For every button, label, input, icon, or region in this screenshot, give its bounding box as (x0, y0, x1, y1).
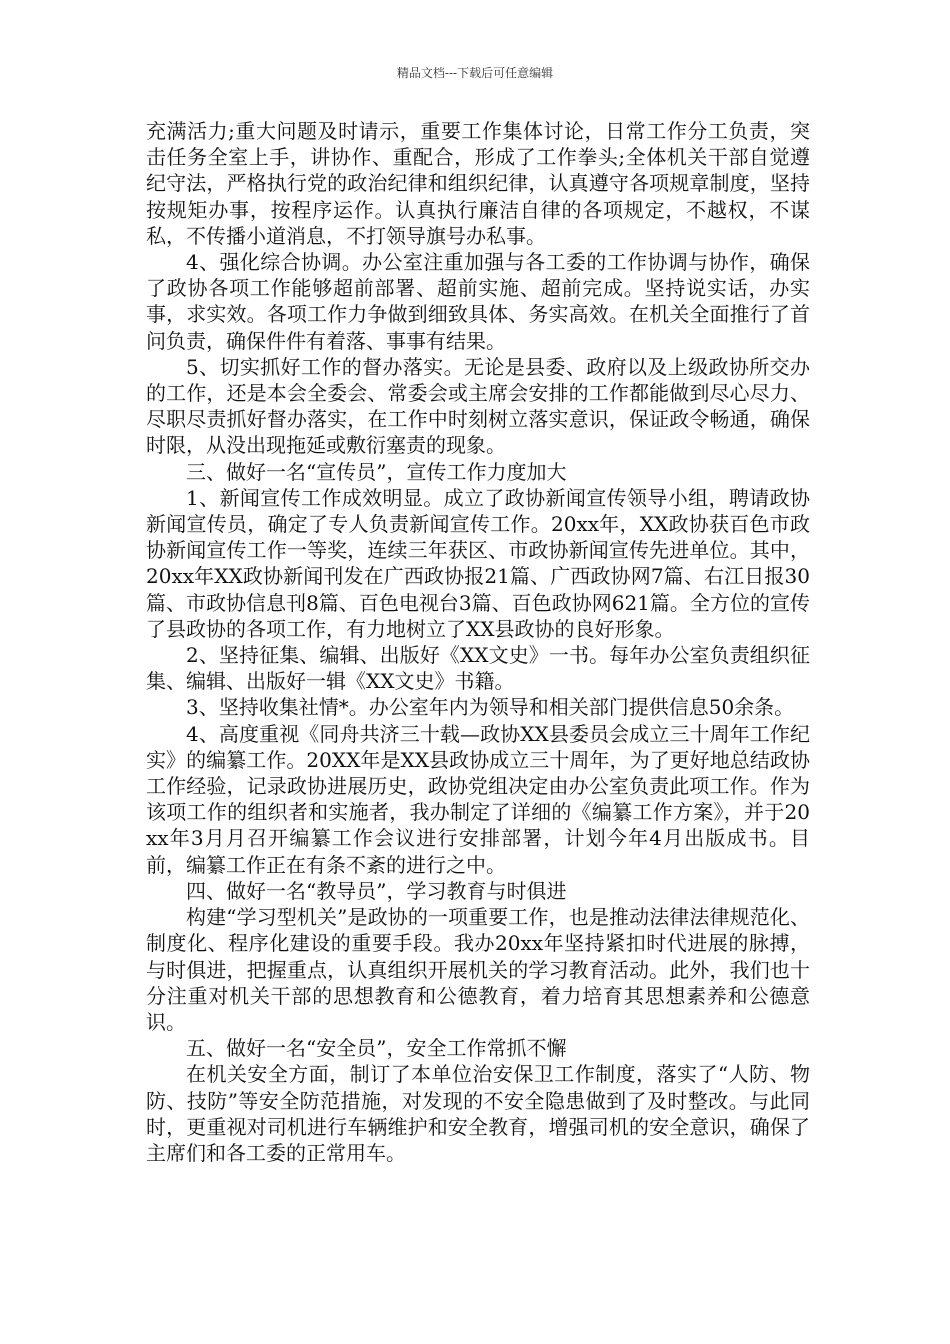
paragraph-5: 2、坚持征集、编辑、出版好《XX文史》一书。每年办公室负责组织征集、编辑、出版好一辑《XX文史》书籍。 (146, 643, 810, 694)
paragraph-9: 在机关安全方面，制订了本单位治安保卫工作制度，落实了“人防、物防、技防”等安全防范措施，对发现的不安全隐患做到了及时整改。与此同时，更重视对司机进行车辆维护和安全教育，增强司机的安全意识，确保了主席们和各工委的正常用车。 (146, 1062, 810, 1165)
paragraph-6: 3、坚持收集社情*。办公室年内为领导和相关部门提供信息50余条。 (186, 695, 795, 720)
paragraph-4: 1、新闻宣传工作成效明显。成立了政协新闻宣传领导小组，聘请政协新闻宣传员，确定了专人负责新闻宣传工作。20xx年，XX政协获百色市政协新闻宣传工作一等奖，连续三年获区、市政协新闻宣传先进单位。其中，20xx年XX政协新闻刊发在广西政协报21篇、广西政协网7篇、右江日报30篇、市政协信息刊8篇、百色电视台3篇、百色政协网621篇。全方位的宣传了县政协的各项工作，有力地树立了XX县政协的良好形象。 (146, 485, 810, 641)
paragraph-7: 4、高度重视《同舟共济三十载—政协XX县委员会成立三十周年工作纪实》的编纂工作。20XX年是XX县政协成立三十周年，为了更好地总结政协工作经验，记录政协进展历史，政协党组决定由办公室负责此项工作。作为该项工作的组织者和实施者，我办制定了详细的《编纂工作方案》，并于20xx年3月月召开编纂工作会议进行安排部署，计划今年4月出版成书。目前，编纂工作正在有条不紊的进行之中。 (146, 721, 810, 877)
section-heading-5: 五、做好一名“安全员”，安全工作常抓不懈 (186, 1036, 567, 1061)
paragraph-8: 构建“学习型机关”是政协的一项重要工作，也是推动法律法律规范化、制度化、程序化建设的重要手段。我办20xx年坚持紧扣时代进展的脉搏，与时俱进，把握重点，认真组织开展机关的学习教育活动。此外，我们也十分注重对机关干部的思想教育和公德教育，着力培育其思想素养和公德意识。 (146, 905, 810, 1034)
paragraph-3: 5、切实抓好工作的督办落实。无论是县委、政府以及上级政协所交办的工作，还是本会全委会、常委会或主席会安排的工作都能做到尽心尽力、尽职尽责抓好督办落实，在工作中时刻树立落实意识，保证政令畅通，确保时限，从没出现拖延或敷衍塞责的现象。 (146, 354, 810, 458)
section-heading-3: 三、做好一名“宣传员”，宣传工作力度加大 (186, 459, 567, 484)
section-heading-4: 四、做好一名“教导员”，学习教育与时俱进 (186, 878, 567, 903)
page-header: 精品文档---下载后可任意编辑 (396, 66, 554, 80)
document-body (146, 118, 810, 1166)
paragraph-2: 4、强化综合协调。办公室注重加强与各工委的工作协调与协作，确保了政协各项工作能够超前部署、超前实施、超前完成。坚持说实话，办实事，求实效。各项工作力争做到细致具体、务实高效。在机关全面推行了首问负责，确保件件有着落、事事有结果。 (146, 250, 810, 353)
paragraph-1: 充满活力;重大问题及时请示，重要工作集体讨论，日常工作分工负责，突击任务全室上手，讲协作、重配合，形成了工作拳头;全体机关干部自觉遵纪守法，严格执行党的政治纪律和组织纪律，认真遵守各项规章制度，坚持按规矩办事，按程序运作。认真执行廉洁自律的各项规定，不越权，不谋私，不传播小道消息，不打领导旗号办私事。 (146, 119, 810, 248)
